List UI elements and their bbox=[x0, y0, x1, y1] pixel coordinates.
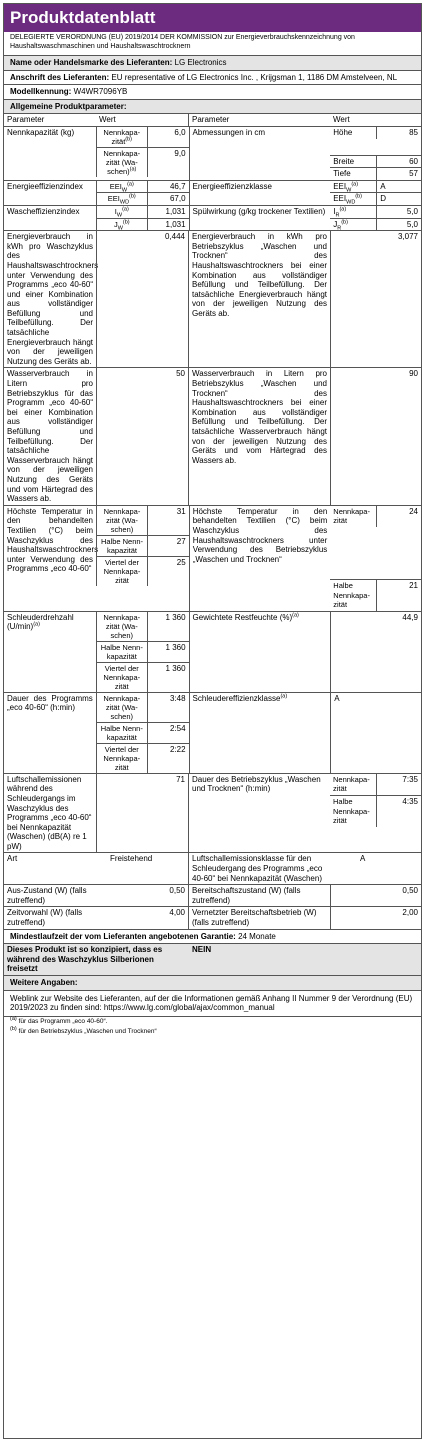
supplier-address-value: EU representative of LG Electronics Inc. , Krijgsman 1, 1186 DM Amstelveen, NL bbox=[111, 72, 398, 82]
table-row-off: Aus-Zustand (W) (falls zutreffend) 0,50 Bereitschaftszustand (W) (falls zutreffend) 0,50 bbox=[4, 885, 421, 907]
footnote-a: $^{(a)}$ für das Programm „eco 40-60“. bbox=[10, 1015, 108, 1025]
capacity-dry-value: 6,0 bbox=[174, 127, 186, 137]
table-row-spin: Schleuderdrehzahl $(U/\min)^{(a)}$ Nennkapazität (Waschen) 1 360 Halbe Nennkapazität 1 360 Viertel der Nennkapazität 1 360 Gewichtete Restfeuchte (%)$^{(a)}$ 44,9 bbox=[4, 612, 421, 693]
table-row-noise: Luftschallemissionen während des Schleudergangs im Waschzyklus des Programms „eco 40-60“ bei Nennkapazität (Waschen) (dB(A) re 1 pW) 71 Dauer des Betriebszyklus „Waschen und Trocknen“ (h:min) Nennkapazität 7:35 Halbe Nennkapazität 4:35 bbox=[4, 774, 421, 854]
col-param-2: Parameter bbox=[192, 115, 230, 125]
col-value-2: Wert bbox=[333, 115, 350, 125]
more-info-heading: Weitere Angaben: bbox=[4, 976, 421, 991]
table-row-capacity: Nennkapazität (kg) Nennkapazität$^{(b)}$ 6,0 Nennkapazität (Waschen)$^{(a)}$ 9,0 Abmessungen in cm Höhe 85 Breite 60 Tiefe 57 bbox=[4, 127, 421, 181]
dimensions-label: Abmessungen in cm bbox=[192, 127, 266, 137]
more-info-text: Weblink zur Website des Lieferanten, auf der die Informationen gemäß Anhang II Nummer 9 der Verordnung (EU) 2019/2023 zu finden sind: https://www.lg.com/global/ajax/common_manual bbox=[4, 991, 421, 1017]
product-data-sheet bbox=[3, 3, 422, 1439]
table-row-water: Wasserverbrauch in Litern pro Betriebszyklus für das Programm „eco 40-60“ bei einer Kombination aus vollständiger Befüllung und Teilbefüllung. Der tatsächliche Wasserverbrauch hängt von der jeweiligen Nutzung des Geräts und vom Härtegrad des Wassers ab. 50 Wasserverbrauch in Litern pro Betriebszyklus „Waschen und Trocknen“ des Haushaltswaschtrockners bei einer Kombination aus vollständiger Befüllung und Teilbefüllung. Der tatsächliche Wasserverbrauch hängt von der jeweiligen Nutzung des Geräts und vom Härtegrad des Wassers ab. 90 bbox=[4, 368, 421, 505]
silver-ion-row: Dieses Produkt ist so konzipiert, dass es während des Waschzyklus Silberionen freisetzt NEIN bbox=[4, 944, 421, 976]
depth-value: 57 bbox=[376, 168, 421, 180]
table-row-washing: Wascheffizienzindex $I_W^{(a)}$ 1,031 $J_W^{(b)}$ 1,031 Spülwirkung (g/kg trockener Textilien) $I_R^{(a)}$ 5,0 $J_R^{(b)}$ 5,0 bbox=[4, 206, 421, 231]
general-heading: Allgemeine Produktparameter: bbox=[4, 100, 421, 115]
model-row bbox=[4, 85, 421, 100]
sheet-title: Produktdatenblatt bbox=[4, 4, 421, 32]
capacity-label: Nennkapazität (kg) bbox=[7, 127, 75, 137]
table-row-temperature: Höchste Temperatur in den behandelten Textilien (°C) beim Waschzyklus des Haushaltswaschtrockners unter Verwendung des Programms „eco 40-60“ Nennkapazität (Waschen) 31 Halbe Nennkapazität 27 Viertel der Nennkapazität 25 Höchste Temperatur in den behandelten Textilien (°C) beim Waschzyklus des Haushaltswaschtrockners unter Verwendung des Betriebszyklus „Waschen und Trocknen“ Nennkapazität 24 Halbe Nennkapazität 21 bbox=[4, 506, 421, 612]
table-row-energy: Energieverbrauch in kWh pro Waschzyklus des Haushaltswaschtrockners unter Verwendung des Programms „eco 40-60“ und einer Kombination aus vollständiger Befüllung und Teilbefüllung. Der tatsächliche Energieverbrauch hängt von der jeweiligen Nutzung des Geräts ab. 0,444 Energieverbrauch in kWh pro Betriebszyklus „Waschen und Trocknen“ des Haushaltswaschtrockners bei einer Kombination aus vollständiger Befüllung und Teilbefüllung. Der tatsächliche Energieverbrauch hängt von der jeweiligen Nutzung des Geräts ab. 3,077 bbox=[4, 231, 421, 368]
col-value-1: Wert bbox=[96, 114, 189, 126]
supplier-address-row bbox=[4, 71, 421, 86]
supplier-name-label: Name oder Handelsmarke des Lieferanten: bbox=[10, 58, 173, 67]
table-row-type: Art Freistehend Luftschallemissionsklasse für den Schleudergang des Programms „eco 40-60“ bei Nennkapazität (Waschen) A bbox=[4, 853, 421, 885]
table-row-delay: Zeitvorwahl (W) (falls zutreffend) 4,00 Vernetzter Bereitschaftsbetrieb (W) (falls zutreffend) 2,00 bbox=[4, 907, 421, 929]
supplier-address-label: Anschrift des Lieferanten: bbox=[10, 72, 110, 82]
regulation-text: DELEGIERTE VERORDNUNG (EU) 2019/2014 DER KOMMISSION zur Energieverbrauchskennzeichnung von Haushaltswaschmaschinen und Haushaltswaschtrocknern bbox=[4, 32, 421, 56]
supplier-name-value: LG Electronics bbox=[174, 58, 227, 67]
table-row-eei: Energieeffizienzindex $EEI_W^{(a)}$ 46,7 $EEI_{WD}^{(b)}$ 67,0 Energieeffizienzklasse $EEI_W^{(a)}$ A $EEI_{WD}^{(b)}$ D bbox=[4, 181, 421, 206]
model-value: W4WR7096YB bbox=[73, 87, 128, 97]
table-header bbox=[4, 114, 421, 127]
col-param-1: Parameter bbox=[7, 115, 45, 125]
table-row-duration: Dauer des Programms „eco 40-60“ (h:min) Nennkapazität (Waschen) 3:48 Halbe Nennkapazität 2:54 Viertel der Nennkapazität 2:22 Schleudereffizienzklasse$^{(a)}$ A bbox=[4, 693, 421, 774]
warranty-row: Mindestlaufzeit der vom Lieferanten angebotenen Garantie: 24 Monate bbox=[4, 930, 421, 945]
height-value: 85 bbox=[376, 127, 421, 139]
capacity-wash-value: 9,0 bbox=[174, 148, 186, 158]
supplier-name-row bbox=[4, 56, 421, 71]
width-value: 60 bbox=[376, 156, 421, 168]
model-label: Modellkennung: bbox=[10, 87, 72, 97]
footnote-b: $^{(b)}$ für den Betriebszyklus „Waschen und Trocknen“ bbox=[10, 1025, 157, 1035]
